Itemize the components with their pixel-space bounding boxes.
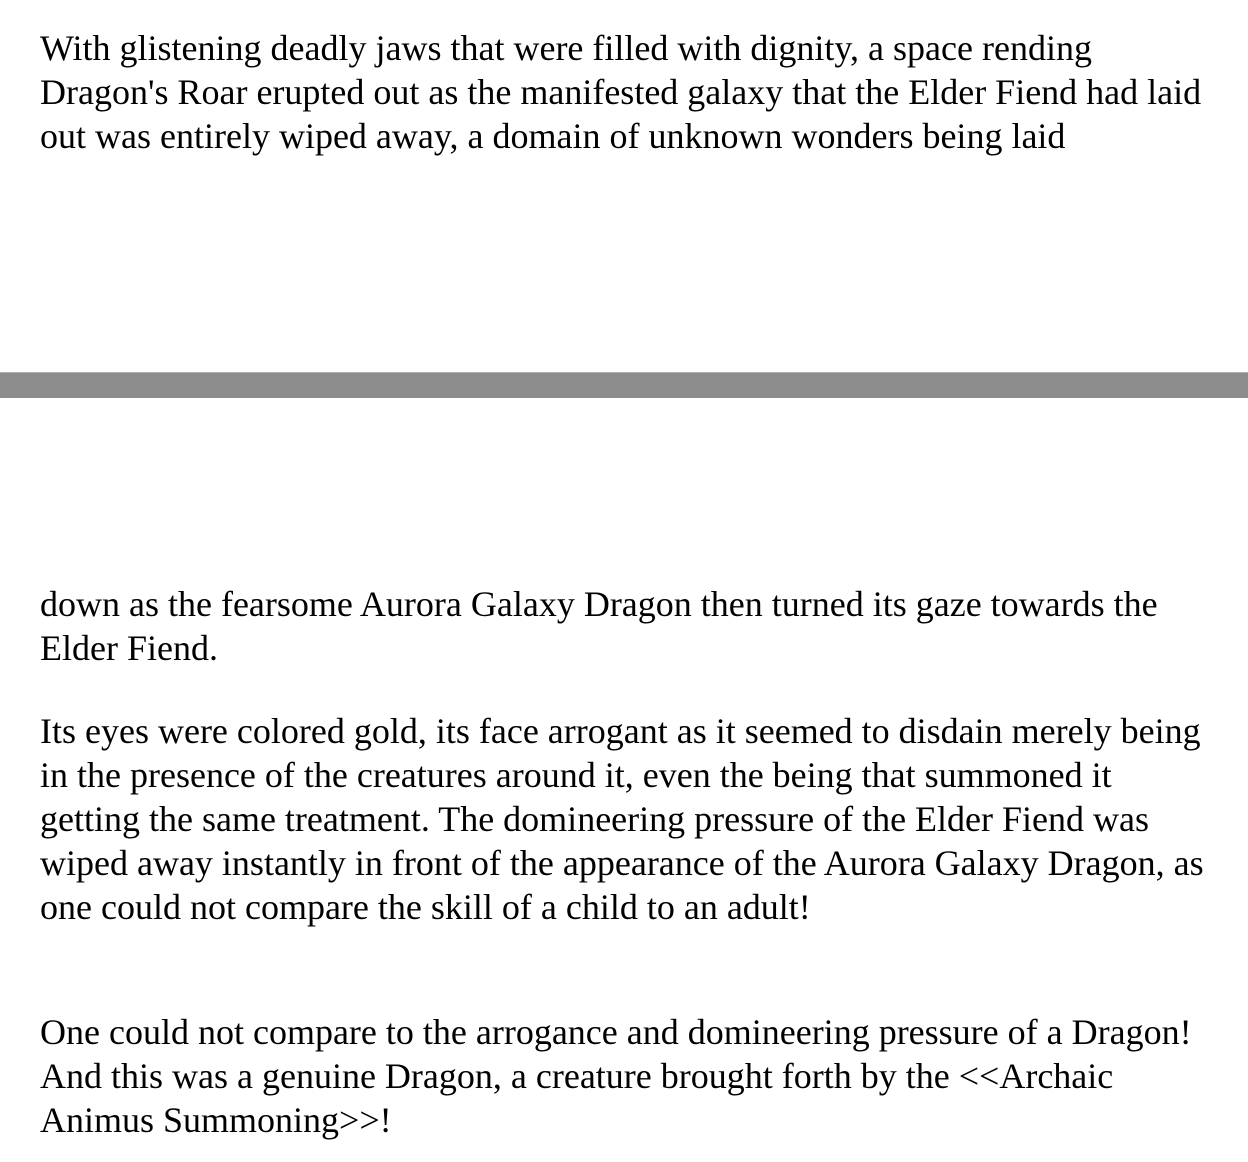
- page-bottom-paragraph-2: [40, 709, 1220, 929]
- page-bottom-paragraph-3: [40, 1010, 1220, 1142]
- page-top-text: [40, 26, 1220, 158]
- page-break-divider: [0, 372, 1248, 398]
- paragraph: With glistening deadly jaws that were filled with dignity, a space rending Dragon's Roar erupted out as the manifested galaxy that the Elder Fiend had laid out was entirely wiped away, a domain of unknown wonders being laid: [40, 28, 1202, 156]
- page-bottom: [0, 398, 1248, 1162]
- paragraph: Its eyes were colored gold, its face arrogant as it seemed to disdain merely being in the presence of the creatures around it, even the being that summoned it getting the same treatment. The domineering pressure of the Elder Fiend was wiped away instantly in front of the appearance of the Aurora Galaxy Dragon, as one could not compare the skill of a child to an adult!: [40, 711, 1204, 927]
- paragraph: One could not compare to the arrogance and domineering pressure of a Dragon! And this was a genuine Dragon, a creature brought forth by the <<Archaic Animus Summoning>>!: [40, 1012, 1192, 1140]
- page-top: [0, 0, 1248, 372]
- paragraph: down as the fearsome Aurora Galaxy Dragon then turned its gaze towards the Elder Fiend.: [40, 584, 1158, 668]
- page-bottom-paragraph-1: [40, 582, 1220, 670]
